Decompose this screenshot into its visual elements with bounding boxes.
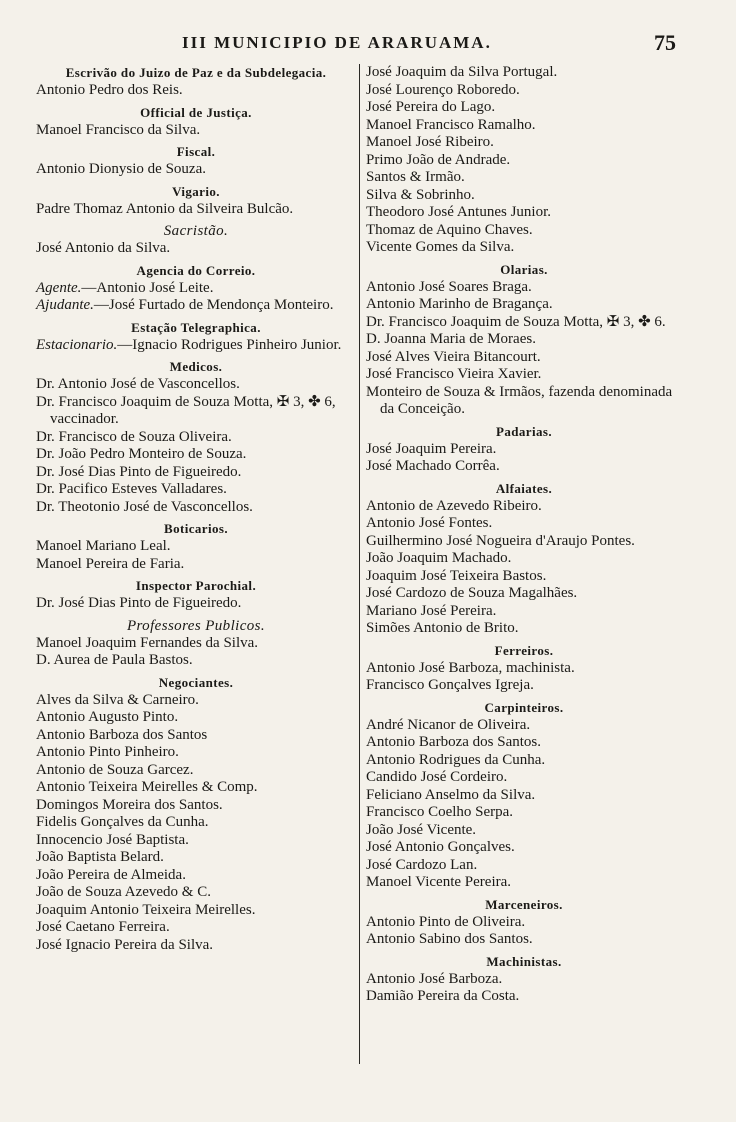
list-entry: José Cardozo de Souza Magalhães. bbox=[366, 585, 578, 601]
list-entry: Antonio Barboza dos Santos bbox=[36, 726, 208, 743]
section-agencia-do-correio bbox=[36, 262, 356, 319]
list-entry: Dr. Francisco Joaquim de Souza Motta, ✠ 3, ✤ 6. bbox=[366, 313, 666, 330]
list-entry bbox=[36, 337, 356, 355]
list-entry bbox=[36, 297, 356, 315]
section-continued bbox=[366, 64, 682, 261]
section-ferreiros bbox=[366, 642, 682, 699]
list-entry: José Francisco Vieira Xavier. bbox=[366, 366, 542, 382]
section-heading: Inspector Parochial. bbox=[135, 578, 257, 593]
list-entry: Padre Thomaz Antonio da Silveira Bulcão. bbox=[36, 200, 294, 217]
section-official-de-justica bbox=[36, 104, 356, 144]
section-heading: Fiscal. bbox=[176, 144, 216, 159]
list-entry: Antonio Rodrigues da Cunha. bbox=[366, 751, 546, 768]
list-entry: Antonio José Barboza, machinista. bbox=[366, 659, 575, 676]
column-divider bbox=[359, 64, 360, 1064]
list-entry: Silva & Sobrinho. bbox=[366, 186, 475, 203]
list-entry: Antonio Sabino dos Santos. bbox=[366, 931, 533, 947]
page-number: 75 bbox=[654, 30, 676, 55]
list-entry: José Alves Vieira Bitancourt. bbox=[366, 348, 541, 365]
list-entry: Manoel José Ribeiro. bbox=[366, 134, 494, 150]
list-entry: José Antonio da Silva. bbox=[36, 240, 171, 256]
list-entry: Antonio de Souza Garcez. bbox=[36, 761, 194, 778]
section-estacao-telegraphica bbox=[36, 319, 356, 359]
section-heading: Carpinteiros. bbox=[484, 699, 564, 715]
section-heading: Boticarios. bbox=[164, 521, 228, 536]
list-entry: Antonio José Soares Braga. bbox=[366, 278, 532, 295]
section-olarias bbox=[366, 261, 682, 423]
list-entry: Vicente Gomes da Silva. bbox=[366, 239, 515, 255]
list-entry: Manoel Vicente Pereira. bbox=[366, 874, 512, 890]
list-entry: Simões Antonio de Brito. bbox=[366, 620, 519, 636]
list-entry: Antonio Augusto Pinto. bbox=[36, 709, 179, 725]
list-entry: Dr. Francisco de Souza Oliveira. bbox=[36, 428, 232, 445]
section-fiscal bbox=[36, 143, 356, 183]
list-entry: Candido José Cordeiro. bbox=[366, 769, 508, 785]
section-heading: Padarias. bbox=[496, 423, 552, 439]
list-entry: Manoel Mariano Leal. bbox=[36, 538, 171, 554]
section-machinistas bbox=[366, 953, 682, 1010]
section-sacristao bbox=[36, 222, 356, 262]
section-heading: Ferreiros. bbox=[494, 642, 554, 658]
list-entry: Antonio Barboza dos Santos. bbox=[366, 734, 541, 750]
entry-role: Estacionario. bbox=[36, 336, 118, 353]
list-entry: Antonio Dionysio de Souza. bbox=[36, 161, 206, 177]
section-boticarios bbox=[36, 520, 356, 577]
section-heading: Machinistas. bbox=[486, 953, 562, 969]
list-entry: Thomaz de Aquino Chaves. bbox=[366, 221, 533, 238]
section-heading: Sacristão. bbox=[163, 223, 229, 239]
section-alfaiates bbox=[366, 480, 682, 642]
list-entry: D. Joanna Maria de Moraes. bbox=[366, 331, 536, 347]
list-entry: João José Vicente. bbox=[366, 821, 477, 838]
section-padarias bbox=[366, 423, 682, 480]
section-heading: Professores Publicos. bbox=[126, 617, 266, 634]
list-entry: André Nicanor de Oliveira. bbox=[366, 716, 531, 733]
list-entry: Antonio Pedro dos Reis. bbox=[36, 82, 183, 98]
list-entry: Antonio Pinto Pinheiro. bbox=[36, 744, 179, 760]
list-entry: Dr. Francisco Joaquim de Souza Motta, ✠ 3, ✤ 6, vaccinador. bbox=[36, 393, 336, 427]
list-entry: José Caetano Ferreira. bbox=[36, 919, 170, 935]
section-heading: Estação Telegraphica. bbox=[131, 319, 261, 335]
list-entry: Antonio Pinto de Oliveira. bbox=[366, 913, 526, 930]
list-entry: Dr. José Dias Pinto de Figueiredo. bbox=[36, 595, 242, 611]
section-professores-publicos bbox=[36, 617, 356, 674]
list-entry: José Antonio Gonçalves. bbox=[366, 839, 515, 855]
list-entry: Domingos Moreira dos Santos. bbox=[36, 796, 223, 813]
section-gap bbox=[36, 954, 356, 958]
list-entry: João Baptista Belard. bbox=[36, 849, 164, 865]
left-column bbox=[36, 64, 356, 958]
entry-name: —José Furtado de Mendonça Monteiro. bbox=[93, 297, 334, 313]
list-entry: Monteiro de Souza & Irmãos, fazenda denominada da Conceição. bbox=[366, 383, 673, 417]
entry-role: Agente. bbox=[36, 279, 82, 296]
list-entry: José Machado Corrêa. bbox=[366, 458, 500, 474]
section-heading: Negociantes. bbox=[158, 674, 234, 690]
list-entry: Manoel Francisco Ramalho. bbox=[366, 116, 536, 133]
list-entry: Antonio Teixeira Meirelles & Comp. bbox=[36, 779, 258, 795]
section-heading: Alfaiates. bbox=[495, 480, 553, 496]
list-entry: Francisco Gonçalves Igreja. bbox=[366, 677, 534, 693]
section-heading: Olarias. bbox=[500, 261, 548, 277]
section-heading: Vigario. bbox=[172, 183, 220, 199]
list-entry bbox=[36, 280, 356, 298]
entry-name: —Antonio José Leite. bbox=[81, 279, 214, 296]
list-entry: Fidelis Gonçalves da Cunha. bbox=[36, 814, 209, 830]
list-entry: Theodoro José Antunes Junior. bbox=[366, 204, 551, 220]
list-entry: José Pereira do Lago. bbox=[366, 99, 496, 115]
running-title: III MUNICIPIO DE ARARUAMA. bbox=[182, 33, 492, 52]
list-entry: José Joaquim da Silva Portugal. bbox=[366, 64, 558, 80]
list-entry: Antonio José Barboza. bbox=[366, 970, 503, 987]
section-marceneiros bbox=[366, 896, 682, 953]
list-entry: Antonio Marinho de Bragança. bbox=[366, 296, 553, 312]
list-entry: Dr. José Dias Pinto de Figueiredo. bbox=[36, 463, 242, 480]
entry-name: —Ignacio Rodrigues Pinheiro Junior. bbox=[117, 336, 342, 353]
list-entry: José Joaquim Pereira. bbox=[366, 440, 497, 457]
section-carpinteiros bbox=[366, 699, 682, 896]
section-vigario bbox=[36, 183, 356, 223]
page-header bbox=[0, 30, 736, 62]
list-entry: Manoel Pereira de Faria. bbox=[36, 555, 185, 572]
section-negociantes bbox=[36, 674, 356, 959]
list-entry: Antonio de Azevedo Ribeiro. bbox=[366, 497, 542, 514]
list-entry: Dr. Theotonio José de Vasconcellos. bbox=[36, 498, 253, 515]
list-entry: Alves da Silva & Carneiro. bbox=[36, 691, 199, 708]
list-entry: José Ignacio Pereira da Silva. bbox=[36, 936, 214, 953]
list-entry: Joaquim José Teixeira Bastos. bbox=[366, 567, 547, 584]
list-entry: José Lourenço Roboredo. bbox=[366, 81, 520, 98]
list-entry: Primo João de Andrade. bbox=[366, 151, 511, 168]
section-medicos bbox=[36, 358, 356, 520]
list-entry: João Joaquim Machado. bbox=[366, 550, 512, 566]
list-entry: Damião Pereira da Costa. bbox=[366, 988, 520, 1004]
section-escrivao-do-juizo-de-paz-e-da-subdelegacia bbox=[36, 64, 356, 104]
list-entry: Joaquim Antonio Teixeira Meirelles. bbox=[36, 901, 256, 918]
list-entry: Mariano José Pereira. bbox=[366, 602, 497, 619]
list-entry: Francisco Coelho Serpa. bbox=[366, 804, 514, 820]
list-entry: Guilhermino José Nogueira d'Araujo Pontes. bbox=[366, 532, 635, 549]
list-entry: Dr. Pacifico Esteves Valladares. bbox=[36, 481, 227, 497]
list-entry: Santos & Irmão. bbox=[366, 169, 465, 185]
entry-role: Ajudante. bbox=[36, 297, 94, 313]
section-heading: Medicos. bbox=[169, 359, 223, 374]
list-entry: Manoel Joaquim Fernandes da Silva. bbox=[36, 634, 259, 651]
section-heading: Agencia do Correio. bbox=[136, 262, 256, 278]
list-entry: João de Souza Azevedo & C. bbox=[36, 884, 211, 900]
list-entry: Dr. Antonio José de Vasconcellos. bbox=[36, 376, 240, 392]
list-entry: Antonio José Fontes. bbox=[366, 515, 493, 531]
section-heading: Official de Justiça. bbox=[140, 104, 252, 120]
list-entry: Manoel Francisco da Silva. bbox=[36, 121, 201, 138]
list-entry: José Cardozo Lan. bbox=[366, 856, 478, 873]
list-entry: Innocencio José Baptista. bbox=[36, 831, 189, 848]
list-entry: Feliciano Anselmo da Silva. bbox=[366, 786, 536, 803]
section-heading: Escrivão do Juizo de Paz e da Subdelegacia. bbox=[65, 65, 327, 80]
section-inspector-parochial bbox=[36, 577, 356, 617]
section-heading: Marceneiros. bbox=[485, 896, 563, 912]
list-entry: Dr. João Pedro Monteiro de Souza. bbox=[36, 446, 247, 462]
section-gap bbox=[366, 1006, 682, 1010]
list-entry: João Pereira de Almeida. bbox=[36, 866, 186, 883]
list-entry: D. Aurea de Paula Bastos. bbox=[36, 652, 193, 668]
right-column bbox=[366, 64, 682, 1010]
